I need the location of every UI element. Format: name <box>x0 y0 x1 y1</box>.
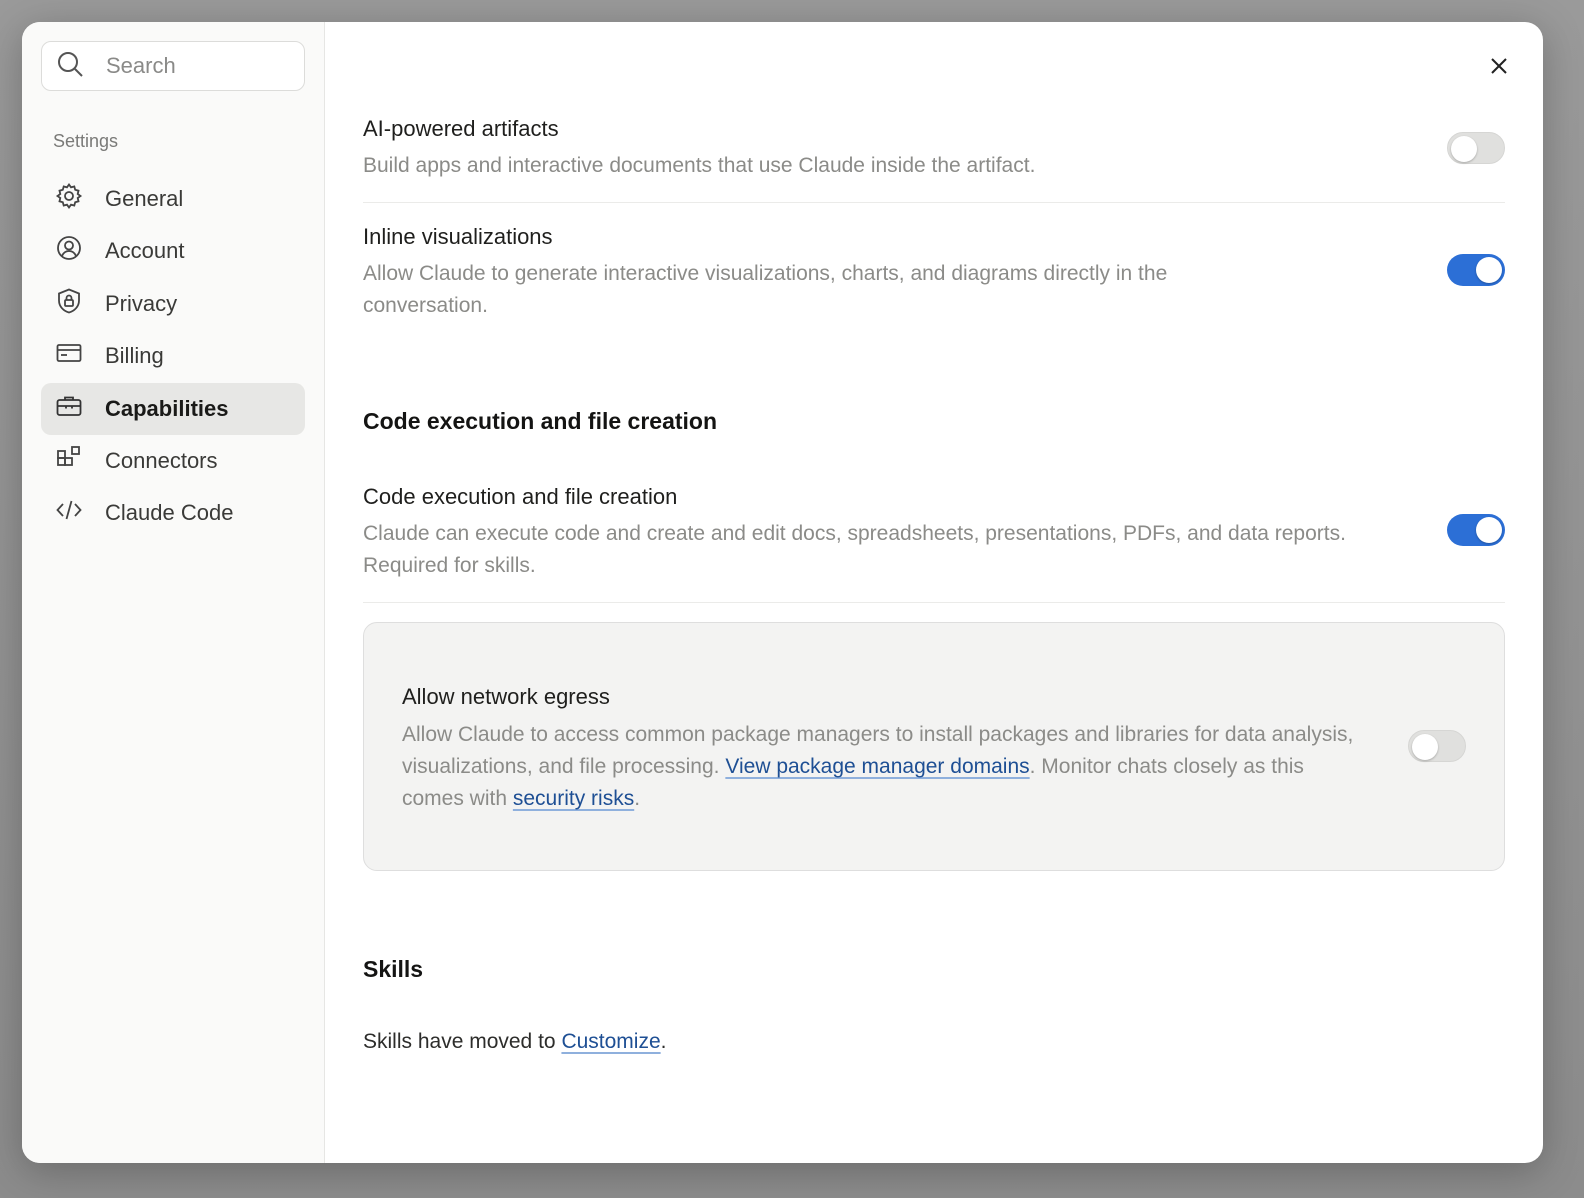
sidebar-item-connectors[interactable] <box>41 435 305 487</box>
capabilities-panel <box>325 22 1543 1163</box>
settings-nav <box>41 173 305 539</box>
sidebar-item-claude-code[interactable] <box>41 487 305 539</box>
skills-suffix: . <box>660 1030 667 1053</box>
setting-title: Code execution and file creation <box>363 484 678 509</box>
sidebar-item-label: Privacy <box>105 290 178 316</box>
network-egress-panel <box>363 622 1505 871</box>
setting-title: Allow network egress <box>402 684 610 709</box>
toggle-knob <box>1476 517 1502 543</box>
sidebar-item-label: Claude Code <box>105 500 234 526</box>
section-heading-skills: Skills <box>363 956 424 982</box>
setting-description <box>402 719 1362 815</box>
sidebar-item-label: General <box>105 186 184 211</box>
section-heading-code-execution: Code execution and file creation <box>363 408 718 434</box>
security-risks-link[interactable]: security risks <box>512 787 635 810</box>
shield-lock-icon <box>55 287 83 321</box>
search-input[interactable] <box>106 53 286 79</box>
gear-icon <box>55 182 83 216</box>
divider <box>363 202 1505 203</box>
sidebar-item-label: Connectors <box>105 447 218 473</box>
sidebar-item-privacy[interactable] <box>41 278 305 330</box>
credit-card-icon <box>55 339 83 373</box>
inline-visualizations-setting <box>363 224 1243 322</box>
ai-artifacts-setting <box>363 116 1505 182</box>
close-button[interactable] <box>1487 54 1511 78</box>
setting-title: AI-powered artifacts <box>363 116 559 141</box>
skills-text: Skills have moved to <box>363 1030 562 1053</box>
user-circle-icon <box>55 234 83 268</box>
setting-description: Allow Claude to generate interactive visualizations, charts, and diagrams directly in the conversation. <box>363 262 1168 317</box>
ai-artifacts-toggle[interactable] <box>1447 132 1505 164</box>
sidebar-item-billing[interactable] <box>41 330 305 382</box>
setting-title: Inline visualizations <box>363 224 553 249</box>
search-icon <box>56 50 84 83</box>
settings-modal <box>22 22 1543 1163</box>
sidebar-item-general[interactable] <box>41 173 305 225</box>
code-execution-toggle[interactable] <box>1447 514 1505 546</box>
code-icon <box>55 496 83 530</box>
setting-description: Build apps and interactive documents that use Claude inside the artifact. <box>363 154 1036 177</box>
divider <box>363 602 1505 603</box>
desc-text: . Monitor chats closely as this comes with <box>402 755 1304 810</box>
toggle-knob <box>1476 257 1502 283</box>
code-execution-setting <box>363 484 1403 582</box>
toggle-knob <box>1451 136 1477 162</box>
blocks-icon <box>55 444 83 478</box>
briefcase-icon <box>55 392 83 426</box>
package-manager-domains-link[interactable]: View package manager domains <box>725 755 1030 778</box>
search-box[interactable] <box>41 41 305 91</box>
customize-link[interactable]: Customize <box>561 1030 661 1053</box>
sidebar-item-label: Capabilities <box>105 395 229 421</box>
sidebar-item-label: Billing <box>105 343 164 369</box>
desc-text: . <box>634 787 641 810</box>
close-icon <box>1487 65 1511 82</box>
inline-visualizations-toggle[interactable] <box>1447 254 1505 286</box>
network-egress-toggle[interactable] <box>1408 730 1466 762</box>
desc-text: Allow Claude to access common package managers to install packages and libraries for data analysis, visualizations, and file processing. <box>402 723 1354 778</box>
sidebar-item-capabilities[interactable] <box>41 383 305 435</box>
toggle-knob <box>1412 734 1438 760</box>
sidebar-item-account[interactable] <box>41 225 305 277</box>
settings-sidebar <box>22 22 325 1163</box>
settings-section-label: Settings <box>53 131 119 151</box>
skills-message <box>363 1030 666 1054</box>
setting-description: Claude can execute code and create and edit docs, spreadsheets, presentations, PDFs, and data reports. Required for skills. <box>363 522 1346 577</box>
sidebar-item-label: Account <box>105 238 185 264</box>
